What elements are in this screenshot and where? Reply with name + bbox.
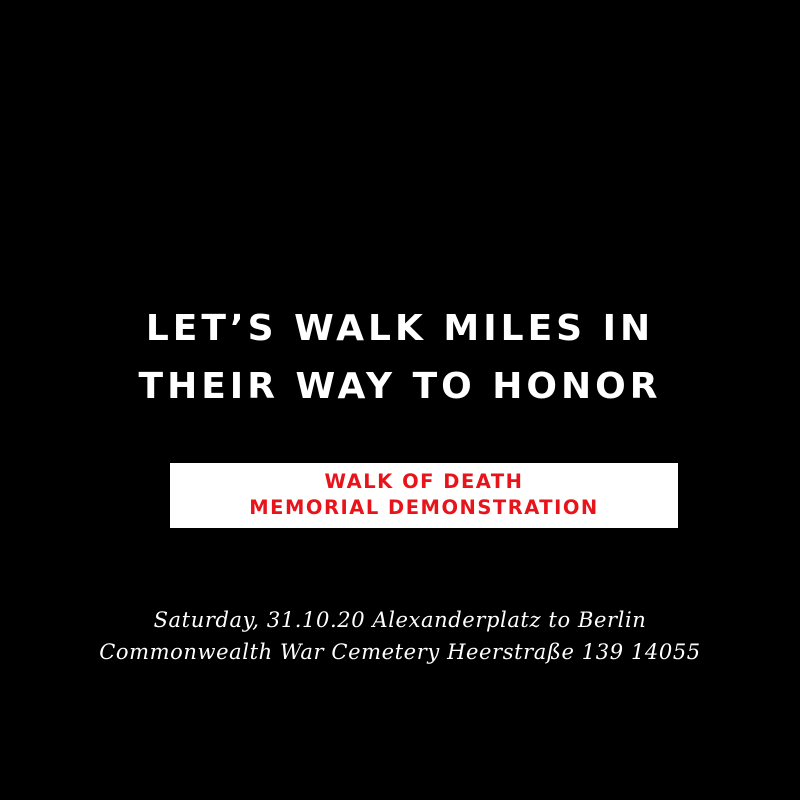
headline-line-1: LET’S WALK MILES IN bbox=[145, 308, 655, 349]
event-title-line-1: WALK OF DEATH bbox=[324, 470, 524, 493]
event-title-line-2: MEMORIAL DEMONSTRATION bbox=[249, 496, 599, 519]
event-date-location-line-2: Commonwealth War Cemetery Heerstraße 139 14055 bbox=[99, 640, 701, 664]
headline bbox=[0, 300, 800, 416]
event-title-banner bbox=[170, 463, 678, 528]
headline-line-2: THEIR WAY TO HONOR bbox=[138, 366, 662, 407]
event-details bbox=[0, 604, 800, 668]
event-date-location-line-1: Saturday, 31.10.20 Alexanderplatz to Berlin bbox=[153, 608, 647, 632]
